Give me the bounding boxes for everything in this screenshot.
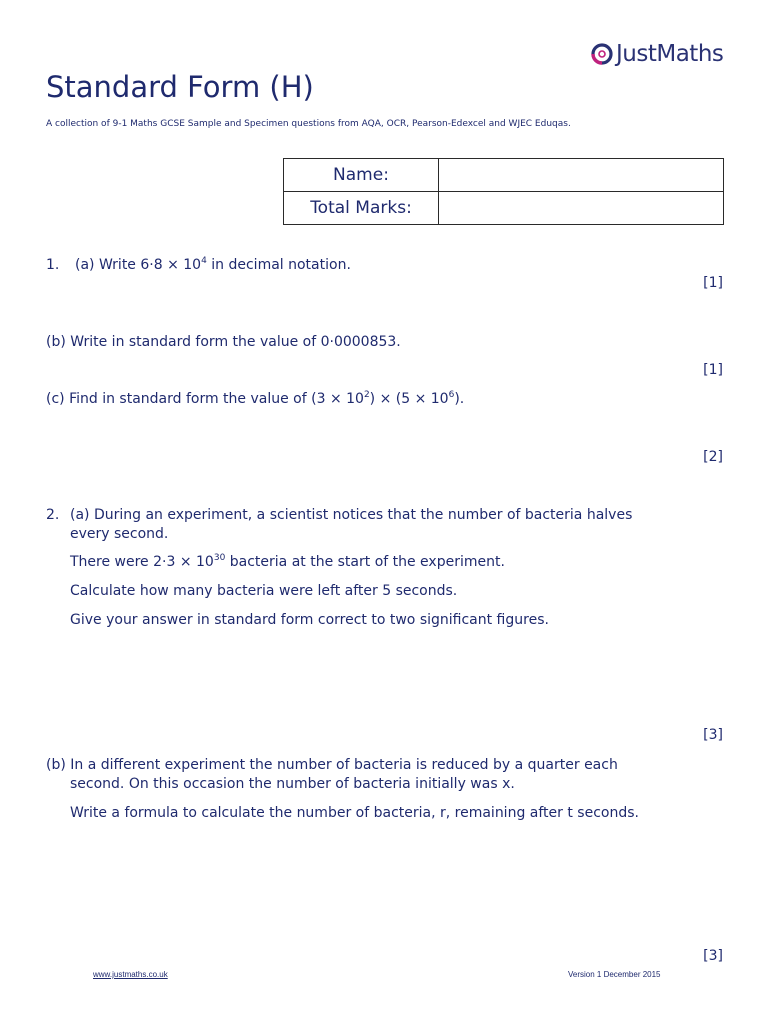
q2a-line5: Give your answer in standard form correct to two significant figures. xyxy=(70,612,549,628)
footer-version: Version 1 December 2015 xyxy=(568,970,661,979)
q1b-marks: [1] xyxy=(703,362,723,378)
q2b-line1: (b) In a different experiment the number of bacteria is reduced by a quarter each xyxy=(46,757,618,773)
q1c-text xyxy=(46,390,464,409)
q2a-line3-end: bacteria at the start of the experiment. xyxy=(225,554,505,570)
q2a-line3-start: There were 2·3 × 10 xyxy=(70,554,214,570)
q2a-line2: every second. xyxy=(70,526,169,542)
q2b-line3: Write a formula to calculate the number of bacteria, r, remaining after t seconds. xyxy=(70,805,639,821)
page-title: Standard Form (H) xyxy=(46,70,314,104)
q1b-text: (b) Write in standard form the value of 0·0000853. xyxy=(46,334,401,350)
q1c-marks: [2] xyxy=(703,449,723,465)
q1c-text-end: ). xyxy=(454,391,465,407)
q2a-marks: [3] xyxy=(703,727,723,743)
q2-number: 2. xyxy=(46,507,60,523)
q2a-line1: (a) During an experiment, a scientist notices that the number of bacteria halves xyxy=(70,507,633,523)
q1-number: 1. xyxy=(46,257,60,273)
logo-swirl-icon xyxy=(588,40,616,68)
justmaths-logo xyxy=(588,40,723,68)
q2a-exponent: 30 xyxy=(213,553,226,563)
q2a-line4: Calculate how many bacteria were left after 5 seconds. xyxy=(70,583,458,599)
q1c-text-start: (c) Find in standard form the value of (3 × 10 xyxy=(46,391,364,407)
q2b-line2: second. On this occasion the number of bacteria initially was x. xyxy=(70,776,515,792)
total-marks-field[interactable] xyxy=(439,192,724,225)
name-marks-table xyxy=(283,158,724,225)
q1a-marks: [1] xyxy=(703,275,723,291)
name-field[interactable] xyxy=(439,159,724,192)
q2b-marks: [3] xyxy=(703,948,723,964)
logo-text: JustMaths xyxy=(616,41,724,67)
name-label: Name: xyxy=(284,159,439,192)
q1a-exponent: 4 xyxy=(201,256,207,266)
page-subtitle: A collection of 9-1 Maths GCSE Sample and Specimen questions from AQA, OCR, Pearson-Edexcel and WJEC Eduqas. xyxy=(46,119,571,129)
q1c-exponent-1: 2 xyxy=(363,390,370,400)
footer-website-link[interactable]: www.justmaths.co.uk xyxy=(93,970,168,979)
q2a-line3 xyxy=(70,553,505,572)
q1c-text-middle: ) × (5 × 10 xyxy=(369,391,449,407)
q1a-text-start: (a) Write 6·8 × 10 xyxy=(75,257,202,273)
q1a-text-end: in decimal notation. xyxy=(206,257,351,273)
name-row xyxy=(284,159,724,192)
total-marks-label: Total Marks: xyxy=(284,192,439,225)
q1c-exponent-2: 6 xyxy=(448,390,455,400)
q1a-text xyxy=(75,256,351,275)
marks-row xyxy=(284,192,724,225)
